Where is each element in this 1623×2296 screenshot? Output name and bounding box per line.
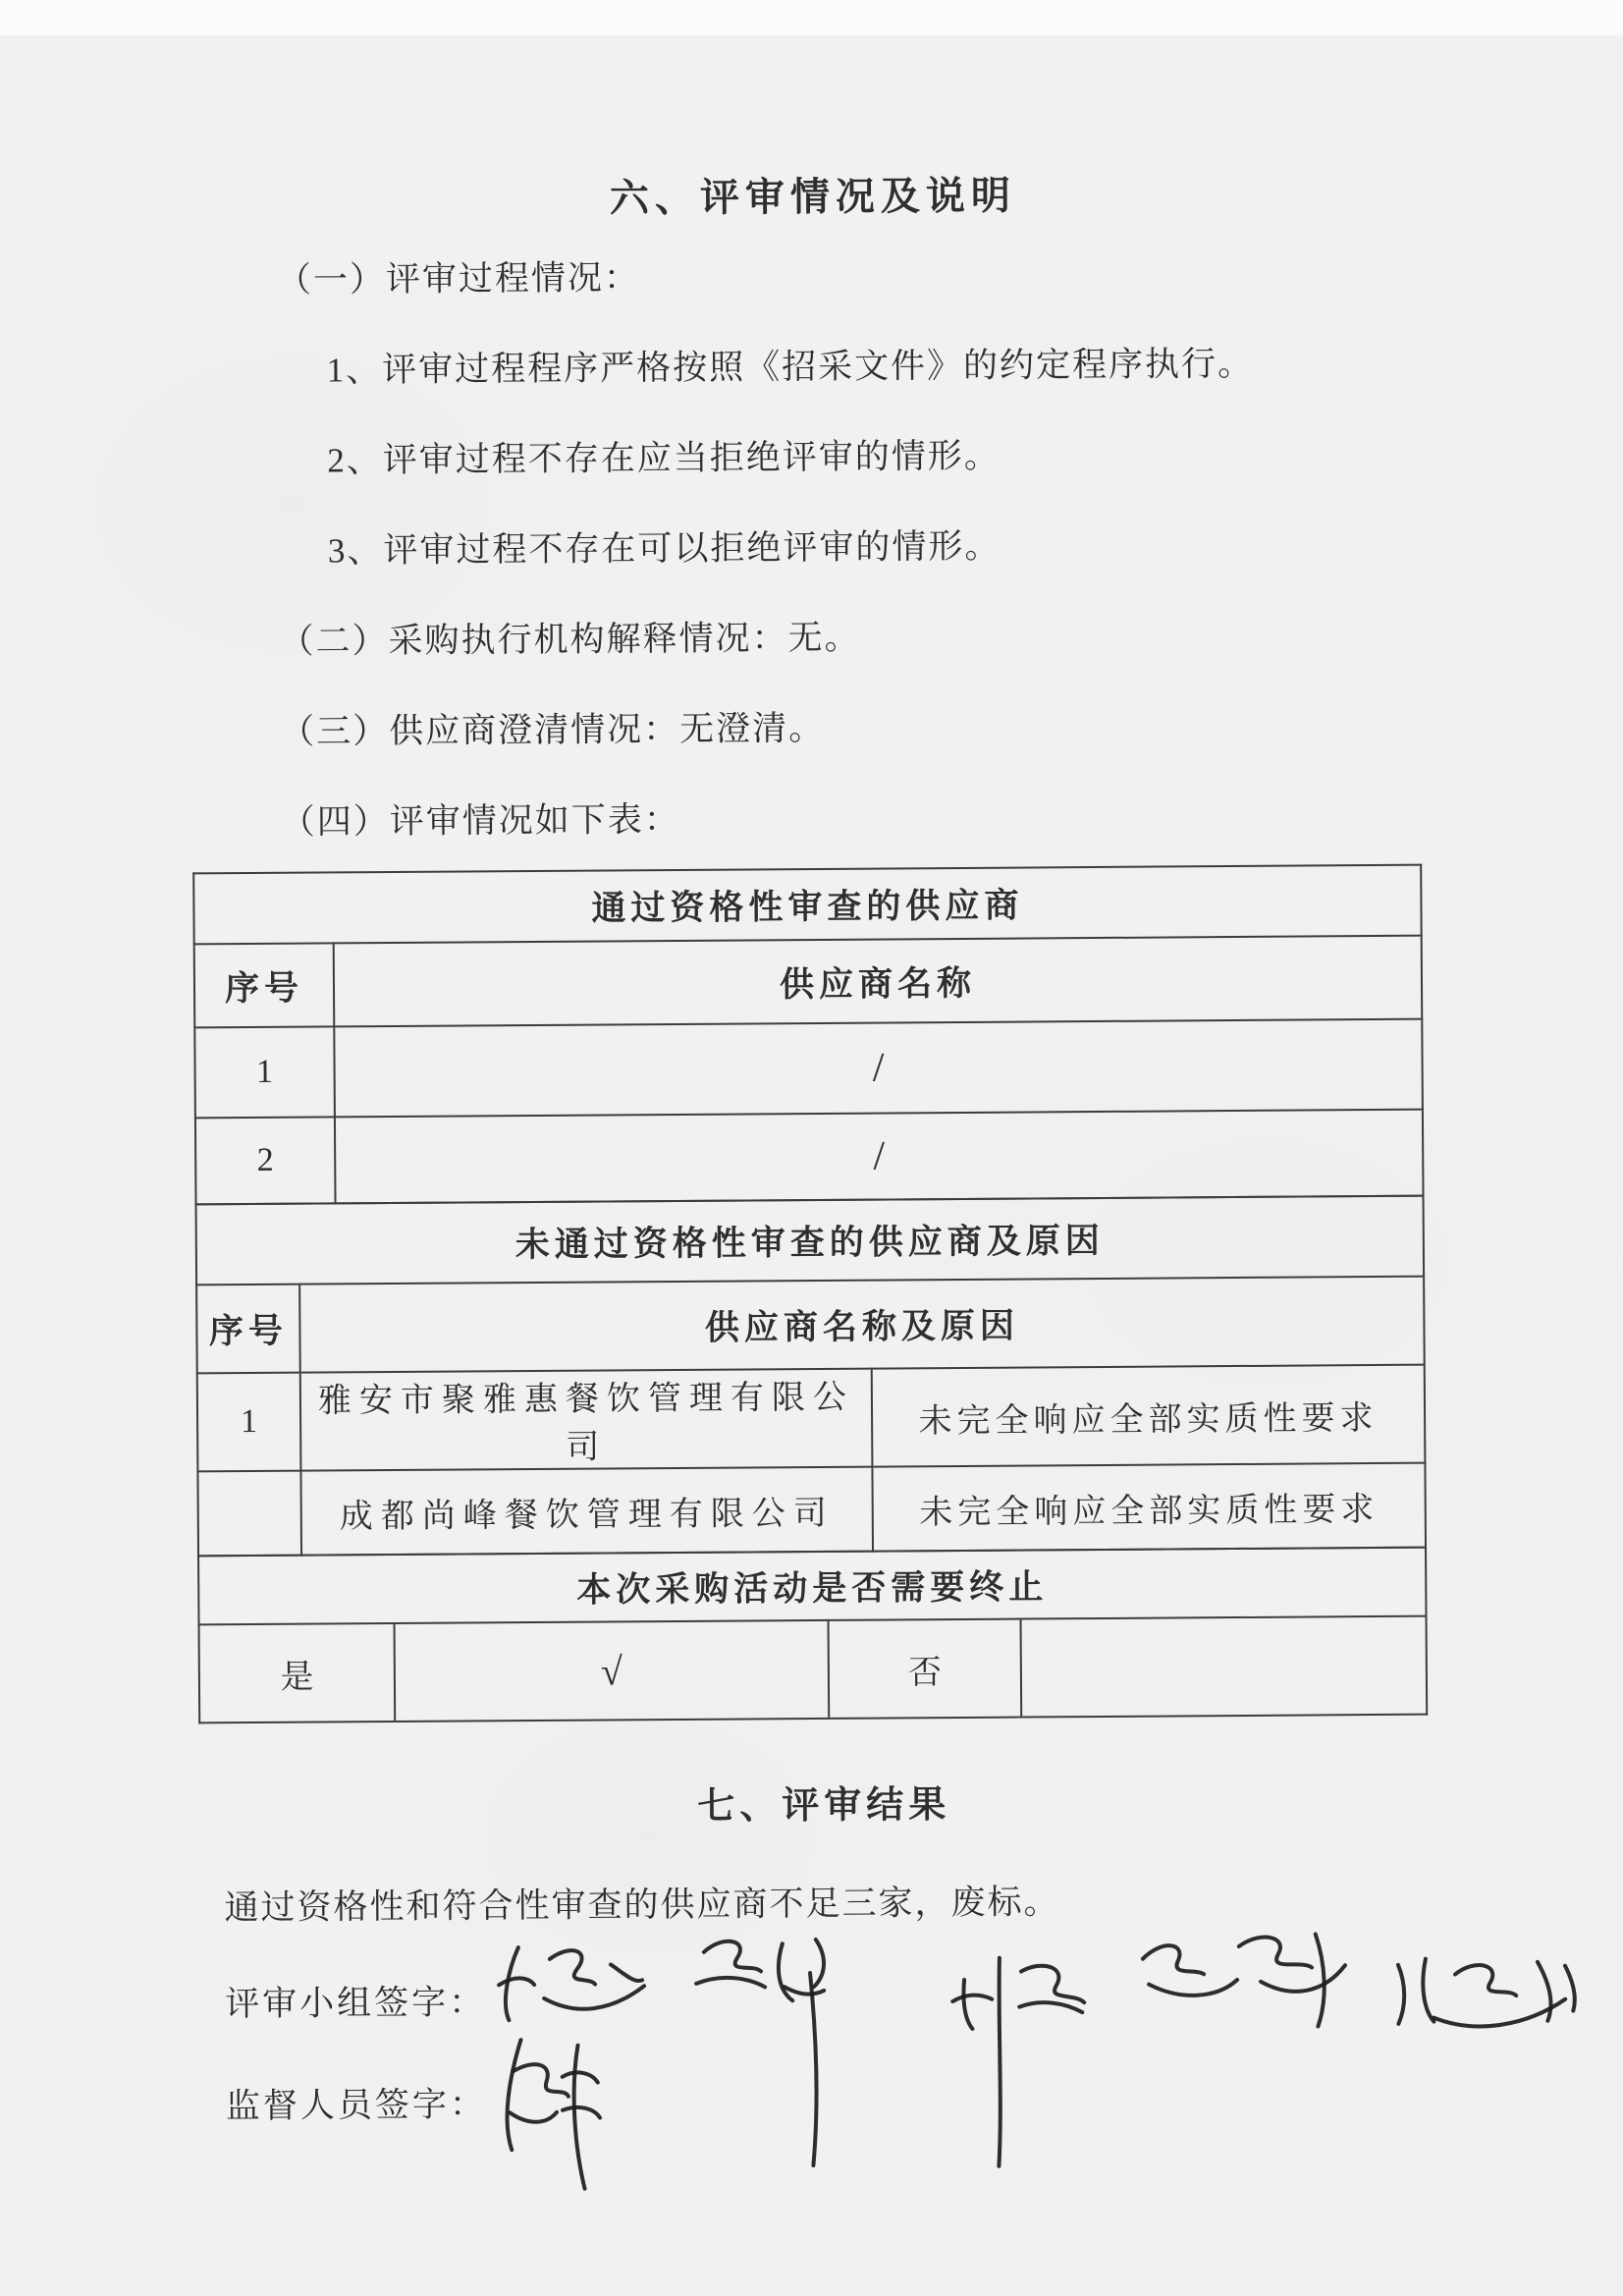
passed-row1-no: 1: [194, 1026, 335, 1118]
table-row: [199, 1616, 1428, 1723]
passed-col-no: 序号: [194, 943, 335, 1027]
para-agency-explanation: （二）采购执行机构解释情况：无。: [279, 618, 861, 661]
supervisor-signature-handwriting: [475, 2021, 623, 2199]
passed-col-name: 供应商名称: [334, 936, 1423, 1027]
terminate-section-header: 本次采购活动是否需要终止: [198, 1548, 1426, 1625]
passed-suppliers-table: [192, 864, 1424, 1206]
terminate-no-label: 否: [829, 1619, 1022, 1719]
para-review-item-2: 2、评审过程不存在应当拒绝评审的情形。: [327, 436, 1001, 480]
failed-row1-no: 1: [197, 1373, 301, 1472]
terminate-yes-label: 是: [199, 1623, 396, 1722]
table-row: [196, 1196, 1425, 1285]
passed-row2-no: 2: [195, 1117, 336, 1204]
para-table-intro: （四）评审情况如下表：: [280, 799, 680, 842]
terminate-table: [197, 1547, 1428, 1724]
panel-signature-5-handwriting: [1379, 1927, 1586, 2055]
review-table: [192, 864, 1426, 1724]
failed-row2-reason: 未完全响应全部实质性要求: [872, 1463, 1426, 1552]
table-row: [196, 1277, 1425, 1374]
table-row: [194, 936, 1423, 1028]
supervisor-signature-row: [226, 2073, 1623, 2142]
terminate-no-mark: [1021, 1616, 1428, 1718]
table-row: [197, 1365, 1426, 1472]
para-review-item-3: 3、评审过程不存在可以拒绝评审的情形。: [327, 526, 1001, 571]
section6-title: 六、评审情况及说明: [609, 173, 1017, 221]
para-result: 通过资格性和符合性审查的供应商不足三家，废标。: [224, 1883, 1060, 1928]
failed-suppliers-table: [195, 1195, 1427, 1558]
passed-section-header: 通过资格性审查的供应商: [193, 865, 1421, 945]
terminate-yes-mark: √: [395, 1620, 830, 1722]
failed-row1-reason: 未完全响应全部实质性要求: [872, 1365, 1426, 1467]
para-review-item-1: 1、评审过程程序严格按照《招采文件》的约定程序执行。: [326, 344, 1255, 390]
panel-signature-4-handwriting: [1123, 1908, 1350, 2038]
panel-sign-label: 评审小组签字：: [225, 1983, 487, 2024]
scan-edge-strip: [0, 0, 1623, 35]
failed-row2-company: 成都尚峰餐饮管理有限公司: [300, 1467, 873, 1556]
supervisor-sign-label: 监督人员签字：: [225, 2085, 488, 2126]
para-review-process: （一）评审过程情况：: [276, 258, 641, 300]
failed-row1-company: 雅安市聚雅惠餐饮管理有限公司: [300, 1369, 873, 1471]
para-supplier-clarification: （三）供应商澄清情况：无澄清。: [280, 708, 826, 751]
table-row: [194, 1019, 1423, 1119]
passed-row2-name: /: [335, 1110, 1424, 1204]
passed-row1-name: /: [334, 1019, 1423, 1118]
table-row: [193, 865, 1421, 945]
failed-col-no: 序号: [196, 1285, 300, 1374]
failed-row2-no: [197, 1471, 301, 1557]
section7-title: 七、评审结果: [697, 1784, 951, 1828]
table-row: [198, 1548, 1426, 1625]
table-row: [195, 1110, 1424, 1205]
table-row: [197, 1463, 1426, 1557]
panel-signature-row: [225, 1971, 1623, 2040]
failed-section-header: 未通过资格性审查的供应商及原因: [196, 1196, 1425, 1285]
failed-col-name: 供应商名称及原因: [299, 1277, 1425, 1373]
